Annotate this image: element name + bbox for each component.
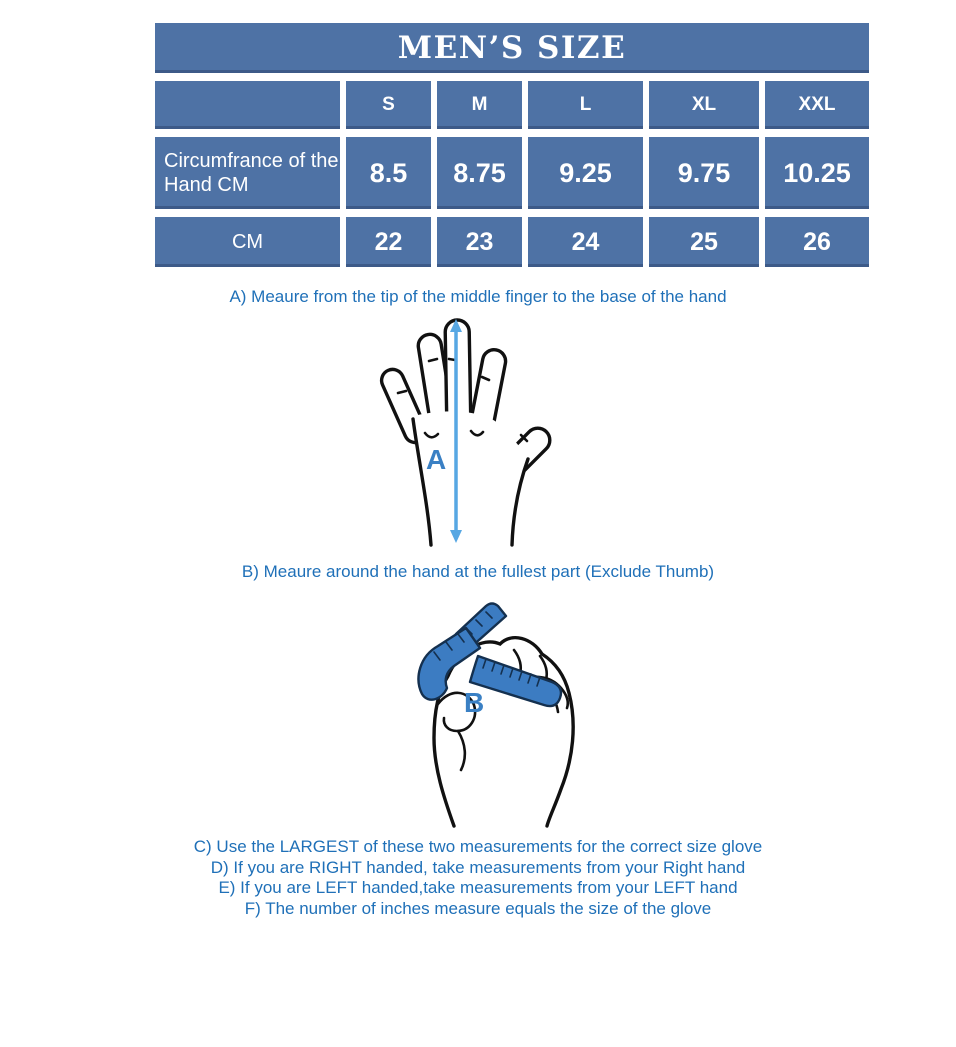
table-cell: 25 <box>649 217 759 267</box>
col-header-xxl: XXL <box>765 81 869 129</box>
table-title: MEN’S SIZE <box>155 23 869 73</box>
bottom-instructions <box>0 837 956 919</box>
instruction-a: A) Meaure from the tip of the middle finger to the base of the hand <box>229 287 727 306</box>
col-header-s: S <box>346 81 431 129</box>
diagram-letter-b: B <box>464 687 485 718</box>
row-label-circumference: Circumfrance of the Hand CM <box>155 137 340 209</box>
table-cell: 24 <box>528 217 643 267</box>
col-header-m: M <box>437 81 522 129</box>
open-hand-illustration <box>379 317 555 549</box>
col-header-xl: XL <box>649 81 759 129</box>
table-cell: 9.75 <box>649 137 759 209</box>
instruction-d: D) If you are RIGHT handed, take measurements from your Right hand <box>210 857 746 877</box>
instruction-f: F) The number of inches measure equals the size of the glove <box>244 898 712 918</box>
table-cell: 10.25 <box>765 137 869 209</box>
table-cell: 26 <box>765 217 869 267</box>
instruction-e: E) If you are LEFT handed,take measurements from your LEFT hand <box>218 878 738 897</box>
mens-size-table <box>155 23 869 267</box>
instruction-c: C) Use the LARGEST of these two measurements for the correct size glove <box>193 837 763 856</box>
table-cell: 9.25 <box>528 137 643 209</box>
diagram-letter-a: A <box>426 444 447 475</box>
table-corner-blank <box>155 81 340 129</box>
row-label-cm: CM <box>155 217 340 267</box>
instruction-b: B) Meaure around the hand at the fullest part (Exclude Thumb) <box>241 562 715 581</box>
table-cell: 8.75 <box>437 137 522 209</box>
table-cell: 22 <box>346 217 431 267</box>
col-header-l: L <box>528 81 643 129</box>
table-cell: 8.5 <box>346 137 431 209</box>
fist-tape-illustration <box>398 592 578 832</box>
table-cell: 23 <box>437 217 522 267</box>
